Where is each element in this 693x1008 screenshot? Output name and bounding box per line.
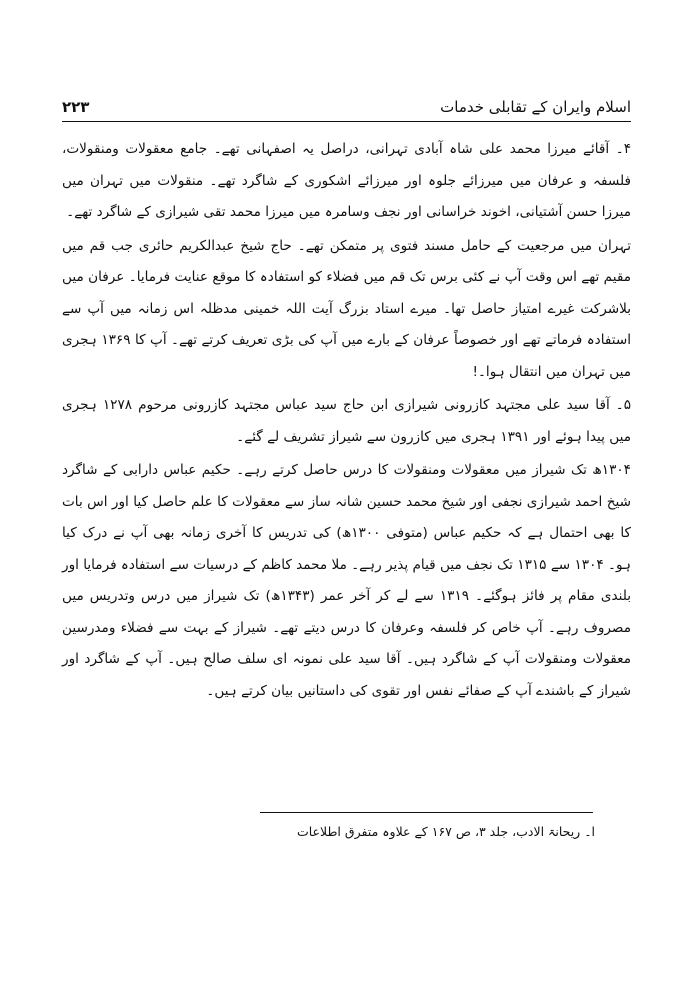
paragraph: ۱۳۰۴ھ تک شیراز میں معقولات ومنقولات کا درس حاصل کرتے رہے۔ حکیم عباس دارابی کے شاگرد شیخ احمد شیرازی نجفی اور شیخ محمد حسین شانہ ساز سے معقولات کا علم حاصل کیا اور اس بات کا بھی احتمال ہے کہ حکیم عباس (متوفی ۱۳۰۰ھ) کی تدریس کا آخری زمانہ بھی آپ نے درک کیا ہو۔ ۱۳۰۴ سے ۱۳۱۵ تک نجف میں قیام پذیر رہے۔ ملا محمد کاظم کے درسیات سے استفادہ فرمایا اور بلندی مقام پر فائز ہوگئے۔ ۱۳۱۹ سے لے کر آخر عمر (۱۳۴۳ھ) تک شیراز میں درس وتدریس میں مصروف رہے۔ آپ خاص کر فلسفہ وعرفان کا درس دیتے تھے۔ شیراز کے بہت سے فضلاء ومدرسین معقولات ومنقولات آپ کے شاگرد ہیں۔ آقا سید علی نمونہ ای سلف صالح ہیں۔ آپ کے شاگرد اور شیراز کے باشندے آپ کے صفائے نفس اور تقوی کی داستانیں بیان کرتے ہیں۔	[62, 462, 631, 699]
footnote: ا۔ ریحانۃ الادب، جلد ۳، ص ۱۶۷ کے علاوہ متفرق اطلاعات	[296, 824, 595, 839]
paragraph: ۵۔ آقا سید علی مجتہد کازرونی شیرازی ابن حاج سید عباس مجتہد کازرونی مرحوم ۱۲۷۸ ہجری میں پیدا ہوئے اور ۱۳۹۱ ہجری میں کازرون سے شیراز تشریف لے گئے۔	[62, 397, 631, 445]
header-rule	[62, 121, 631, 122]
running-title: اسلام وایران کے تقابلی خدمات	[440, 98, 631, 116]
running-header	[62, 96, 631, 118]
page-number: ۲۲۳	[62, 98, 90, 116]
paragraph: ۴۔ آقائے میرزا محمد علی شاہ آبادی تہرانی، دراصل یہ اصفہانی تھے۔ جامع معقولات ومنقولات، فلسفہ و عرفان میں میرزائے جلوہ اور میرزائے اشکوری کے شاگرد تھے۔ منقولات میں تہران میں میرزا حسن آشتیانی، اخوند خراسانی اور نجف وسامرہ میں میرزا محمد تقی شیرازی کے شاگرد تھے۔	[62, 141, 631, 220]
paragraph: تہران میں مرجعیت کے حامل مسند فتوی پر متمکن تھے۔ حاج شیخ عبدالکریم حائری جب قم میں مقیم تھے اس وقت آپ نے کئی برس تک قم میں فضلاء کو استفادہ کا موقع عنایت فرمایا۔ عرفان میں بلاشرکت غیرے امتیاز حاصل تھا۔ میرے استاد بزرگ آیت اللہ خمینی مدظلہ اس زمانہ میں آپ سے استفادہ فرماتے تھے اور خصوصاً عرفان کے بارے میں آپ کی بڑی تعریف کرتے تھے۔ آپ کا ۱۳۶۹ ہجری میں تہران میں انتقال ہوا۔!	[62, 237, 632, 380]
body-text	[62, 134, 631, 709]
footnote-rule	[260, 812, 593, 813]
